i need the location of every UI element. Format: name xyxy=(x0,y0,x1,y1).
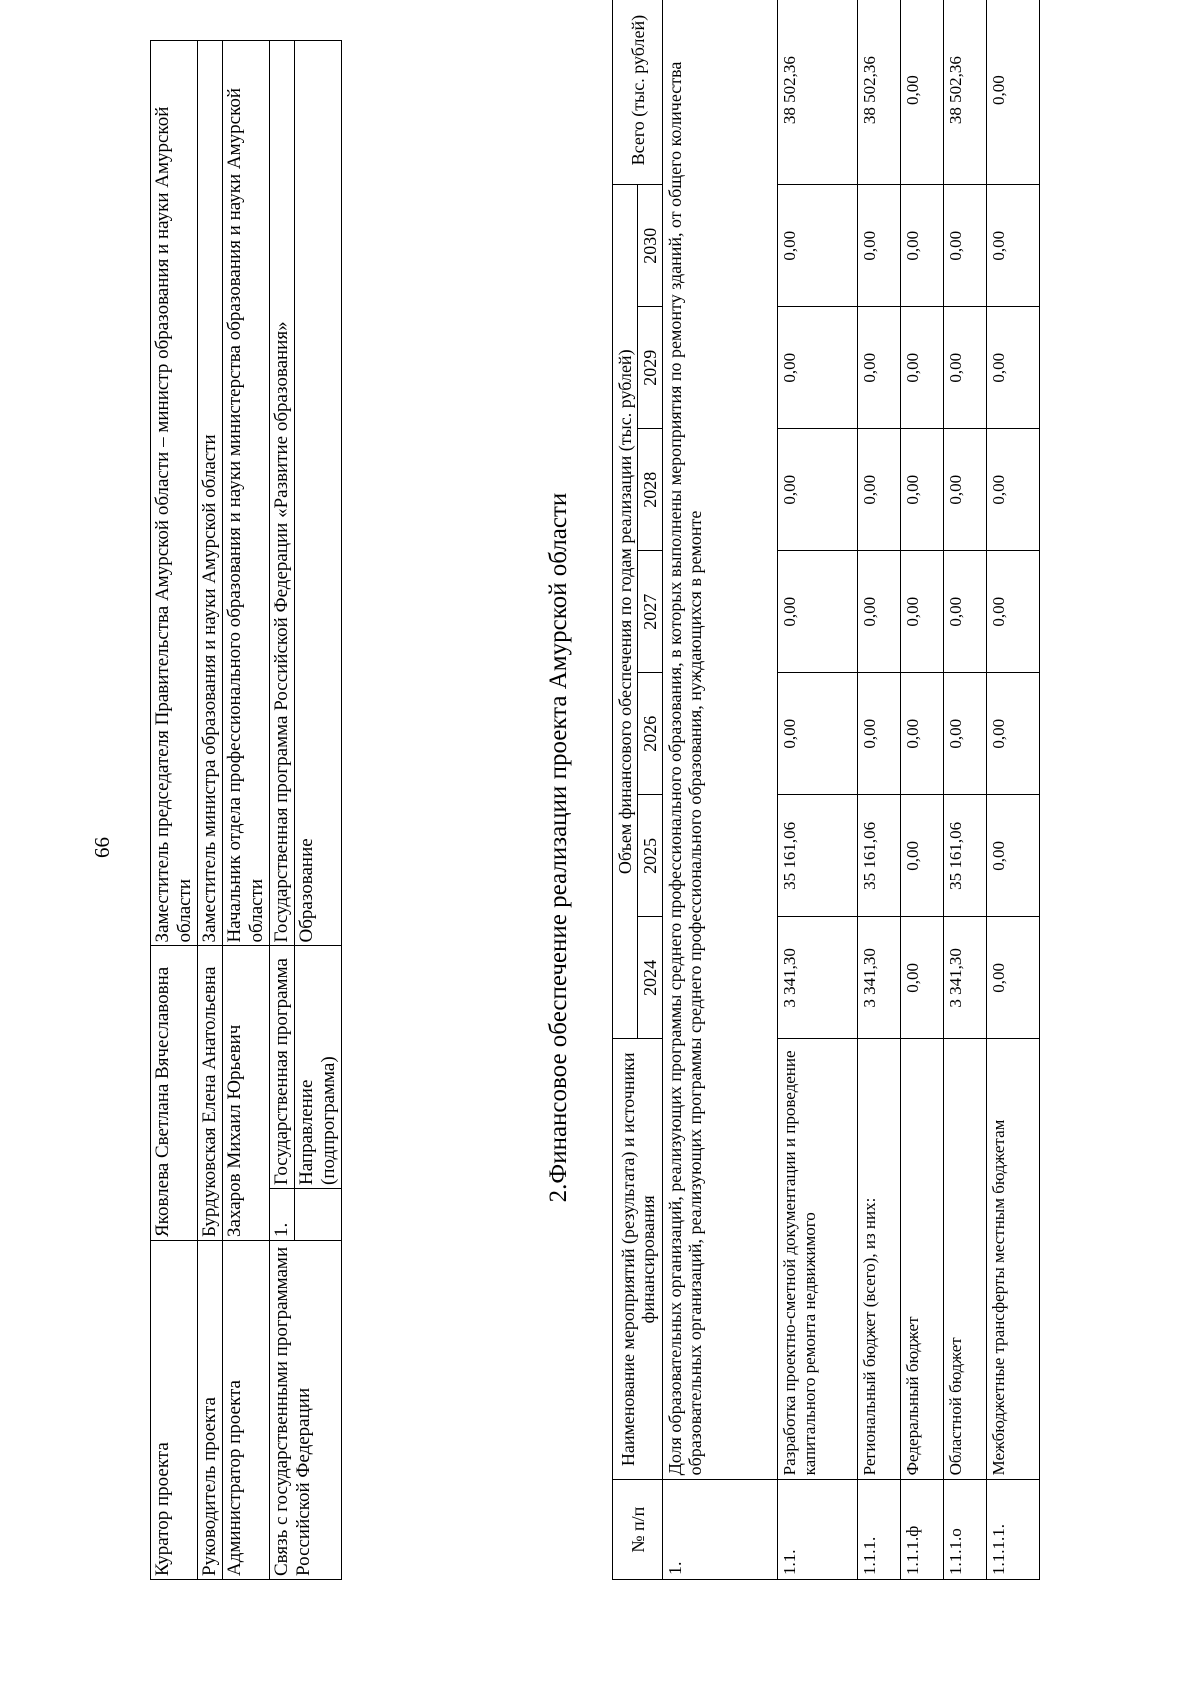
row-value: 0,00 xyxy=(987,795,1040,917)
row-value: 0,00 xyxy=(944,307,987,429)
header-year: 2027 xyxy=(638,551,663,673)
header-year: 2024 xyxy=(638,917,663,1039)
head-label: Руководитель проекта xyxy=(198,1241,223,1580)
row-number: 1.1.1.1. xyxy=(987,1480,1040,1580)
row-value: 35 161,06 xyxy=(858,795,901,917)
direction-number-cell xyxy=(295,1189,342,1241)
row-value: 0,00 xyxy=(901,795,944,917)
row-name: Федеральный бюджет xyxy=(901,1039,944,1480)
row-value: 3 341,30 xyxy=(944,917,987,1039)
admin-row xyxy=(223,41,270,1580)
row-value: 3 341,30 xyxy=(778,917,858,1039)
admin-name: Захаров Михаил Юрьевич xyxy=(223,946,270,1241)
row-value: 0,00 xyxy=(944,673,987,795)
goal-row xyxy=(663,0,778,1580)
row-total: 38 502,36 xyxy=(778,0,858,185)
row-name: Межбюджетные трансферты местным бюджетам xyxy=(987,1039,1040,1480)
program-link-row xyxy=(270,41,295,1580)
program-link-label: Связь с государственными программами Российской Федерации xyxy=(270,1241,342,1580)
table-row xyxy=(858,0,901,1580)
header-name: Наименование мероприятий (результата) и источники финансирования xyxy=(613,1039,663,1480)
row-total: 0,00 xyxy=(987,0,1040,185)
row-number: 1.1.1.о xyxy=(944,1480,987,1580)
admin-label: Администратор проекта xyxy=(223,1241,270,1580)
row-number: 1.1.1.ф xyxy=(901,1480,944,1580)
admin-position: Начальник отдела профессионального образования и науки министерства образования и науки Амурской области xyxy=(223,41,270,946)
row-value: 0,00 xyxy=(778,551,858,673)
program-link-number: 1. xyxy=(270,1189,295,1241)
program-label: Государственная программа xyxy=(270,946,295,1189)
row-total: 38 502,36 xyxy=(858,0,901,185)
row-value: 0,00 xyxy=(901,917,944,1039)
row-value: 0,00 xyxy=(944,185,987,307)
row-value: 0,00 xyxy=(944,551,987,673)
row-value: 0,00 xyxy=(987,185,1040,307)
row-value: 0,00 xyxy=(778,429,858,551)
row-value: 0,00 xyxy=(987,673,1040,795)
row-value: 3 341,30 xyxy=(858,917,901,1039)
row-number: 1.1. xyxy=(778,1480,858,1580)
row-value: 0,00 xyxy=(858,185,901,307)
row-value: 0,00 xyxy=(901,307,944,429)
program-value: Государственная программа Российской Федерации «Развитие образования» xyxy=(270,41,295,946)
head-row xyxy=(198,41,223,1580)
row-total: 0,00 xyxy=(901,0,944,185)
direction-label: Направление (подпрограмма) xyxy=(295,946,342,1189)
row-number: 1.1.1. xyxy=(858,1480,901,1580)
goal-number: 1. xyxy=(663,1480,778,1580)
section-title: 2.Финансовое обеспечение реализации проекта Амурской области xyxy=(545,492,572,1203)
table-row xyxy=(987,0,1040,1580)
header-number: № п/п xyxy=(613,1480,663,1580)
goal-text: Доля образовательных организаций, реализующих программы среднего профессионального образования, в которых выполнены мероприятия по ремонту зданий, от общего количества образовательных организаций, реализующих программы среднего профессионального образования, нуждающихся в ремонте xyxy=(663,0,778,1480)
direction-value: Образование xyxy=(295,41,342,946)
financing-table xyxy=(612,0,1040,1580)
row-name: Региональный бюджет (всего), из них: xyxy=(858,1039,901,1480)
header-year: 2026 xyxy=(638,673,663,795)
row-value: 0,00 xyxy=(901,185,944,307)
row-value: 0,00 xyxy=(858,551,901,673)
table-row xyxy=(778,0,858,1580)
header-year: 2025 xyxy=(638,795,663,917)
row-value: 0,00 xyxy=(987,307,1040,429)
curator-position: Заместитель председателя Правительства Амурской области – министр образования и науки Амурской области xyxy=(151,41,198,946)
table-row xyxy=(944,0,987,1580)
row-value: 0,00 xyxy=(778,185,858,307)
header-year: 2028 xyxy=(638,429,663,551)
row-value: 0,00 xyxy=(778,307,858,429)
row-value: 0,00 xyxy=(944,429,987,551)
row-total: 38 502,36 xyxy=(944,0,987,185)
header-row-1 xyxy=(613,0,638,1580)
row-value: 35 161,06 xyxy=(944,795,987,917)
row-value: 0,00 xyxy=(987,551,1040,673)
row-value: 35 161,06 xyxy=(778,795,858,917)
row-name: Областной бюджет xyxy=(944,1039,987,1480)
row-value: 0,00 xyxy=(858,673,901,795)
row-value: 0,00 xyxy=(987,917,1040,1039)
head-name: Бурдуковская Елена Анатольевна xyxy=(198,946,223,1241)
row-value: 0,00 xyxy=(901,429,944,551)
header-year: 2029 xyxy=(638,307,663,429)
row-value: 0,00 xyxy=(901,673,944,795)
row-value: 0,00 xyxy=(901,551,944,673)
page-number: 66 xyxy=(90,837,114,858)
header-total: Всего (тыс. рублей) xyxy=(613,0,663,185)
table-row xyxy=(901,0,944,1580)
row-value: 0,00 xyxy=(858,307,901,429)
row-value: 0,00 xyxy=(987,429,1040,551)
row-value: 0,00 xyxy=(858,429,901,551)
project-roles-table xyxy=(150,40,342,1580)
curator-name: Яковлева Светлана Вячеславовна xyxy=(151,946,198,1241)
row-name: Разработка проектно-сметной документации и проведение капитального ремонта недвижимого xyxy=(778,1039,858,1480)
curator-row xyxy=(151,41,198,1580)
curator-label: Куратор проекта xyxy=(151,1241,198,1580)
row-value: 0,00 xyxy=(778,673,858,795)
head-position: Заместитель министра образования и науки Амурской области xyxy=(198,41,223,946)
header-year: 2030 xyxy=(638,185,663,307)
header-volume: Объем финансового обеспечения по годам реализации (тыс. рублей) xyxy=(613,185,638,1039)
